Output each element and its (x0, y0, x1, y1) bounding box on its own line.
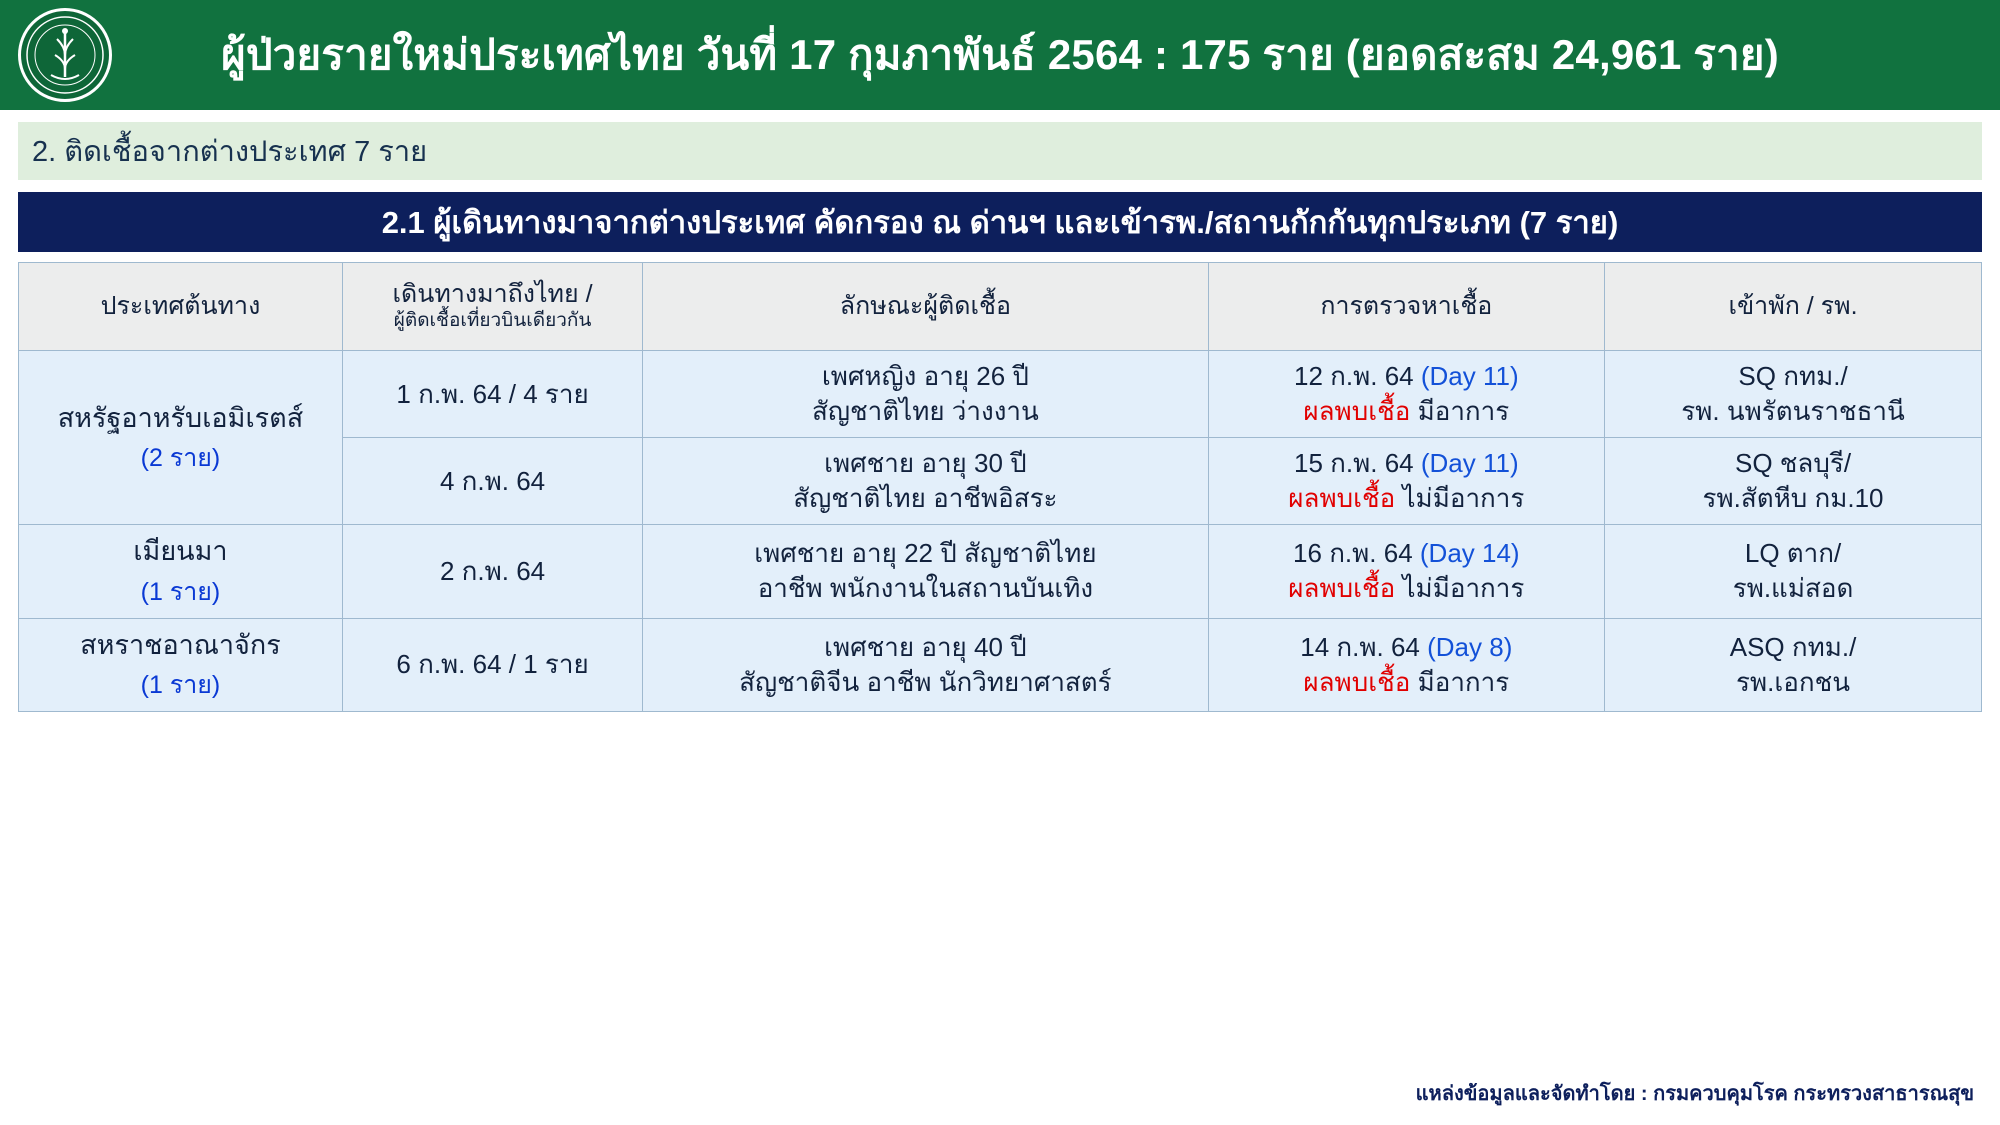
testing-result: ผลพบเชื้อ (1303, 666, 1411, 697)
table-row (19, 618, 1982, 711)
column-header-testing-label: การตรวจหาเชื้อ (1320, 292, 1493, 321)
table-body (19, 351, 1982, 712)
page-title: ผู้ป่วยรายใหม่ประเทศไทย วันที่ 17 กุมภาพันธ์ 2564 : 175 ราย (ยอดสะสม 24,961 ราย) (221, 30, 1779, 78)
cases-table (18, 262, 1982, 712)
case-profile-line-2: อาชีพ พนักงานในสถานบันเทิง (757, 573, 1094, 604)
case-profile-line-2: สัญชาติจีน อาชีพ นักวิทยาศาสตร์ (739, 666, 1112, 697)
column-header-case-profile (643, 263, 1208, 351)
country-case-count: (1 ราย) (140, 671, 221, 699)
testing-date: 16 ก.พ. 64 (1293, 538, 1420, 569)
section-band (18, 122, 1982, 180)
cell-testing (1208, 438, 1605, 525)
testing-symptom: มีอาการ (1410, 396, 1510, 427)
cell-origin-country (19, 525, 343, 618)
accommodation-line-1: SQ ชลบุรี/ (1735, 448, 1852, 479)
cell-arrival: 1 ก.พ. 64 / 4 ราย (342, 351, 642, 438)
country-name: เมียนมา (133, 536, 228, 567)
column-header-accommodation-label: เข้าพัก / รพ. (1728, 292, 1858, 321)
column-header-arrival-sublabel: ผู้ติดเชื้อเที่ยวบินเดียวกัน (393, 310, 592, 332)
case-profile-line-1: เพศชาย อายุ 30 ปี (824, 448, 1027, 479)
case-profile-line-1: เพศชาย อายุ 22 ปี สัญชาติไทย (754, 538, 1097, 569)
cell-arrival: 4 ก.พ. 64 (342, 438, 642, 525)
case-profile-line-1: เพศชาย อายุ 40 ปี (824, 631, 1027, 662)
table-header-row (19, 263, 1982, 351)
testing-date: 14 ก.พ. 64 (1300, 631, 1428, 662)
cases-table-wrapper (18, 262, 1982, 712)
testing-date-line (1219, 536, 1595, 571)
testing-symptom: ไม่มีอาการ (1395, 573, 1525, 604)
cell-case-profile (643, 351, 1208, 438)
cell-case-profile (643, 618, 1208, 711)
cell-testing (1208, 525, 1605, 618)
column-header-testing (1208, 263, 1605, 351)
testing-day-count: (Day 11) (1420, 361, 1519, 391)
table-row (19, 525, 1982, 618)
accommodation-line-2: รพ.สัตหีบ กม.10 (1702, 483, 1884, 514)
ministry-emblem-icon (18, 8, 112, 102)
testing-date-line (1219, 446, 1595, 481)
subsection-band (18, 192, 1982, 252)
cell-origin-country (19, 351, 343, 525)
testing-symptom: มีอาการ (1410, 666, 1510, 697)
accommodation-line-1: LQ ตาก/ (1744, 538, 1842, 569)
testing-result-line (1219, 571, 1595, 606)
column-header-origin-country-label: ประเทศต้นทาง (100, 292, 261, 321)
accommodation-line-2: รพ. นพรัตนราชธานี (1681, 396, 1905, 427)
cell-accommodation (1605, 351, 1982, 438)
country-case-count: (2 ราย) (140, 444, 221, 473)
accommodation-line-1: SQ กทม./ (1738, 361, 1848, 391)
testing-date: 15 ก.พ. 64 (1294, 448, 1421, 479)
accommodation-line-1: ASQ กทม./ (1729, 631, 1857, 662)
testing-day-count: (Day 11) (1420, 448, 1519, 479)
testing-date-line (1219, 359, 1595, 394)
testing-day-count: (Day 8) (1427, 631, 1513, 662)
column-header-case-profile-label: ลักษณะผู้ติดเชื้อ (839, 292, 1011, 321)
cell-origin-country (19, 618, 343, 711)
source-footnote: แหล่งข้อมูลและจัดทำโดย : กรมควบคุมโรค กระทรวงสาธารณสุข (1415, 1083, 1974, 1105)
subsection-label: 2.1 ผู้เดินทางมาจากต่างประเทศ คัดกรอง ณ ด่านฯ และเข้ารพ./สถานกักกันทุกประเภท (7 ราย) (381, 205, 1619, 240)
table-head (19, 263, 1982, 351)
case-profile-line-1: เพศหญิง อายุ 26 ปี (821, 361, 1029, 391)
testing-result-line (1219, 481, 1595, 516)
page-header (0, 0, 2000, 110)
case-profile-line-2: สัญชาติไทย อาชีพอิสระ (793, 483, 1058, 514)
cell-testing (1208, 618, 1605, 711)
accommodation-line-2: รพ.เอกชน (1736, 666, 1851, 697)
testing-result: ผลพบเชื้อ (1303, 396, 1411, 427)
cell-accommodation (1605, 525, 1982, 618)
column-header-arrival-label: เดินทางมาถึงไทย / (392, 279, 593, 308)
testing-result: ผลพบเชื้อ (1288, 483, 1396, 514)
accommodation-line-2: รพ.แม่สอด (1732, 573, 1854, 604)
testing-date: 12 ก.พ. 64 (1294, 361, 1421, 391)
testing-result-line (1219, 665, 1595, 700)
cell-accommodation (1605, 618, 1982, 711)
testing-result-line (1219, 394, 1595, 429)
cell-accommodation (1605, 438, 1982, 525)
cell-case-profile (643, 525, 1208, 618)
case-profile-line-2: สัญชาติไทย ว่างงาน (811, 396, 1039, 427)
cell-case-profile (643, 438, 1208, 525)
testing-symptom: ไม่มีอาการ (1395, 483, 1525, 514)
testing-date-line (1219, 630, 1595, 665)
cell-arrival: 6 ก.พ. 64 / 1 ราย (342, 618, 642, 711)
section-label: 2. ติดเชื้อจากต่างประเทศ 7 ราย (32, 136, 428, 168)
country-name: สหรัฐอาหรับเอมิเรตส์ (57, 402, 304, 433)
cell-testing (1208, 351, 1605, 438)
country-case-count: (1 ราย) (140, 577, 221, 606)
testing-result: ผลพบเชื้อ (1288, 573, 1396, 604)
cell-arrival: 2 ก.พ. 64 (342, 525, 642, 618)
column-header-arrival (342, 263, 642, 351)
column-header-origin-country (19, 263, 343, 351)
country-name: สหราชอาณาจักร (80, 629, 281, 660)
table-row (19, 351, 1982, 438)
column-header-accommodation (1605, 263, 1982, 351)
testing-day-count: (Day 14) (1419, 538, 1520, 569)
